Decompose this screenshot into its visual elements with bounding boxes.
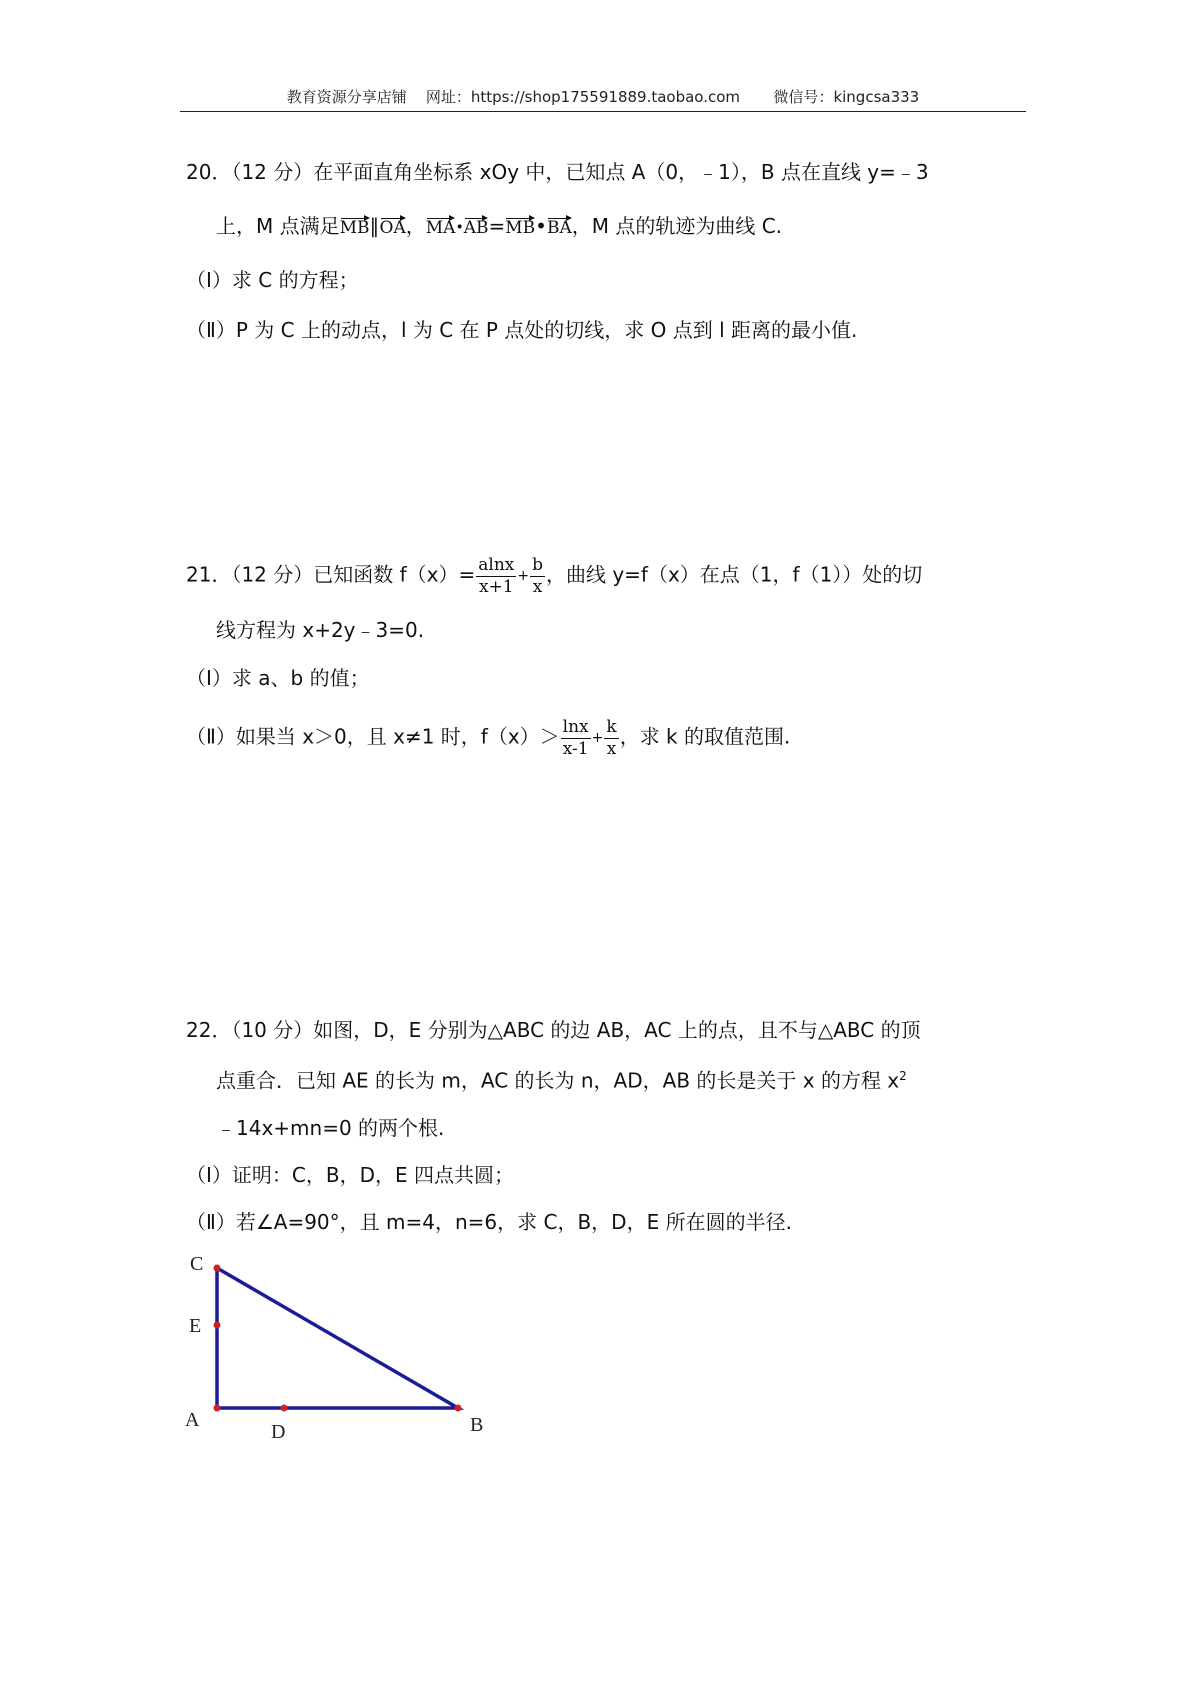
vector-ba: BA (546, 218, 572, 238)
vector-ma: MA (425, 218, 456, 238)
triangle-figure (170, 1248, 510, 1468)
wechat-id: kingcsa333 (833, 88, 920, 106)
fraction-denominator: x-1 (562, 738, 589, 759)
fraction-k-over-x (604, 718, 618, 758)
q22-part2: （Ⅱ）若∠A=90°，且 m=4，n=6，求 C，B，D，E 所在圆的半径. (186, 1210, 792, 1234)
q20-line2-b: ，M 点的轨迹为曲线 C. (571, 214, 783, 238)
q22-line2-a: 点重合．已知 AE 的长为 m，AC 的长为 n，AD，AB 的长是关于 x 的方程 x (216, 1068, 900, 1093)
fraction-lnx (561, 718, 591, 758)
point-e (214, 1322, 221, 1329)
point-c (214, 1265, 221, 1272)
label-e: E (189, 1315, 202, 1337)
label-c: C (190, 1253, 204, 1275)
point-d (281, 1405, 288, 1412)
vector-ab: AB (463, 218, 489, 238)
fraction-alnx (476, 556, 516, 596)
q20-part2: （Ⅱ）P 为 C 上的动点，l 为 C 在 P 点处的切线，求 O 点到 l 距离的最小值. (186, 318, 858, 342)
q20-line2-a: 上，M 点满足 (216, 214, 340, 238)
q22-part1: （Ⅰ）证明：C，B，D，E 四点共圆； (186, 1163, 514, 1187)
fraction-numerator: b (532, 555, 543, 575)
point-b (455, 1405, 462, 1412)
shop-name: 教育资源分享店铺 (286, 88, 407, 106)
fraction-b-over-x (530, 556, 545, 596)
page-header (180, 86, 1026, 107)
label-b: B (470, 1414, 484, 1436)
shop-url: https://shop175591889.taobao.com (470, 88, 741, 106)
q22-line1: 22．（10 分）如图，D，E 分别为△ABC 的边 AB，AC 上的点，且不与△ABC 的顶 (186, 1018, 921, 1042)
vector-mb-2: MB (505, 218, 536, 238)
q21-part2 (186, 718, 790, 758)
parallel-symbol: ∥ (369, 214, 380, 238)
q20-part1: （Ⅰ）求 C 的方程； (186, 268, 359, 292)
q21-line1-a: 21．（12 分）已知函数 f（x）= (186, 562, 476, 587)
q21-part2-b: ，求 k 的取值范围. (619, 724, 791, 749)
label-a: A (185, 1409, 200, 1431)
wechat-label: 微信号： (773, 88, 834, 106)
triangle-abc (217, 1268, 458, 1408)
fraction-denominator: x (532, 576, 543, 597)
dot-operator-2: • (535, 214, 547, 238)
url-label: 网址： (425, 88, 471, 106)
plus-sign-2: + (591, 730, 604, 747)
plus-sign: + (517, 568, 530, 585)
vector-oa: OA (379, 218, 406, 238)
fraction-numerator: lnx (562, 717, 589, 737)
q22-line3: ﹣14x+mn=0 的两个根. (216, 1116, 445, 1140)
separator: ， (405, 214, 426, 238)
fraction-numerator: k (606, 717, 617, 737)
superscript-two: 2 (899, 1069, 907, 1083)
point-a (214, 1405, 221, 1412)
q21-part1: （Ⅰ）求 a、b 的值； (186, 666, 370, 690)
q22-line2 (216, 1070, 907, 1091)
q21-part2-a: （Ⅱ）如果当 x＞0，且 x≠1 时，f（x）＞ (186, 724, 560, 749)
label-d: D (271, 1421, 286, 1443)
q20-line1: 20．（12 分）在平面直角坐标系 xOy 中，已知点 A（0，﹣1），B 点在直线 y=﹣3 (186, 160, 929, 184)
q21-line2: 线方程为 x+2y﹣3=0. (216, 618, 425, 642)
equals-sign: = (488, 214, 506, 238)
q21-line1-b: ，曲线 y=f（x）在点（1，f（1））处的切 (545, 562, 923, 587)
header-rule (180, 111, 1026, 112)
fraction-denominator: x (606, 738, 617, 759)
vector-mb: MB (339, 218, 370, 238)
q21-line1 (186, 556, 922, 596)
fraction-denominator: x+1 (478, 576, 514, 597)
dot-operator: • (455, 219, 464, 236)
q20-line2 (216, 216, 782, 237)
fraction-numerator: alnx (478, 555, 515, 575)
